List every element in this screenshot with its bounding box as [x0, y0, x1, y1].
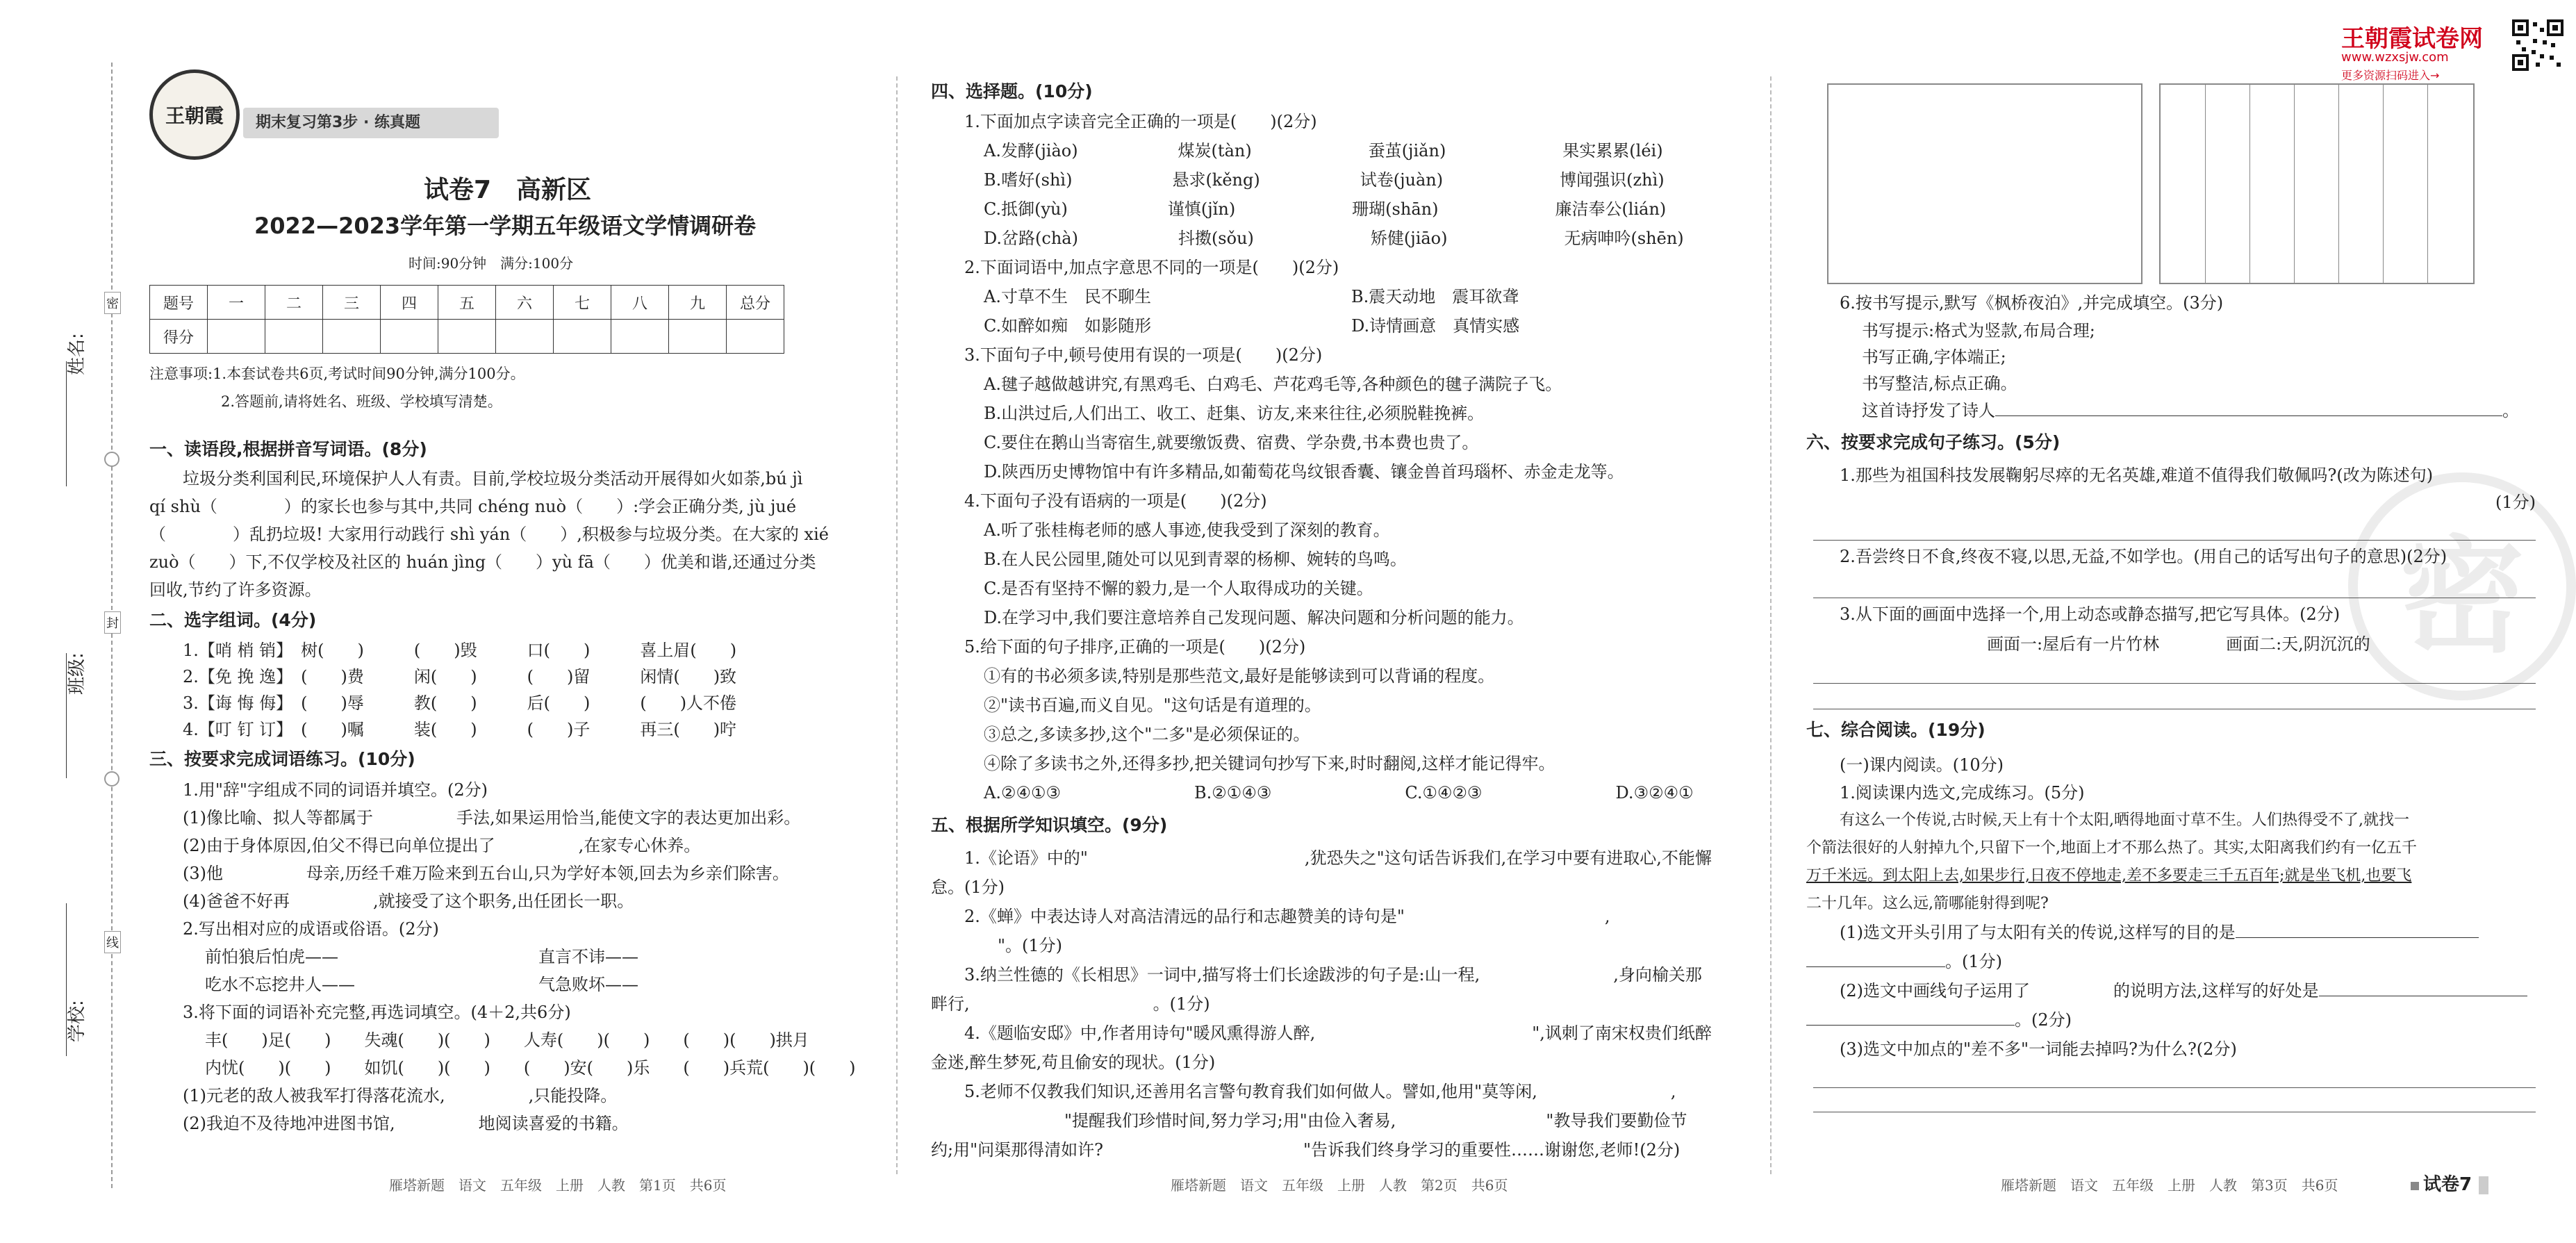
r1-b-score: 。(2分)	[2015, 1010, 2072, 1030]
p2-answer-line[interactable]	[1813, 573, 2536, 598]
q3-d[interactable]: D.陕西历史博物馆中有许多精品,如葡萄花鸟纹银香囊、镶金兽首玛瑙杯、赤金走龙等。	[984, 462, 1624, 481]
note-1: 注意事项:1.本套试卷共6页,考试时间90分钟,满分100分。	[149, 365, 525, 382]
score-cell[interactable]	[554, 320, 611, 354]
p1-score: (1分)	[2495, 493, 2536, 512]
s1-line-1: 垃圾分类利国利民,环境保护人人有责。目前,学校垃圾分类活动开展得如火如荼,bú jì	[183, 469, 803, 488]
r1-a-blank[interactable]	[2236, 919, 2479, 938]
page-divider-1	[896, 76, 898, 1174]
p3-answer-line-2[interactable]	[1813, 684, 2536, 709]
q6-answer-blank[interactable]	[1995, 397, 2502, 416]
p1-answer-line[interactable]	[1813, 515, 2536, 541]
school-label: 学校:	[67, 1000, 88, 1042]
score-h0: 题号	[150, 286, 208, 320]
grid-col-line	[2205, 85, 2206, 283]
p1-stem: 1.那些为祖国科技发展鞠躬尽瘁的无名英雄,难道不值得我们敬佩吗?(改为陈述句)	[1840, 466, 2434, 485]
q1-b[interactable]: B.嗜好(shì) 悬求(kěng) 试卷(juàn) 博闻强识(zhì)	[984, 170, 1665, 190]
q1-stem: 1.下面加点字读音完全正确的一项是( )(2分)	[964, 112, 1317, 131]
writing-box-grid[interactable]	[2159, 83, 2475, 284]
page-2-footer: 雁塔新题 语文 五年级 上册 人教 第2页 共6页	[1171, 1177, 1508, 1194]
r1-b-text: (2)选文中画线句子运用了 的说明方法,这样写的好处是	[1840, 981, 2319, 1001]
page-1-footer: 雁塔新题 语文 五年级 上册 人教 第1页 共6页	[389, 1177, 727, 1194]
q4-c[interactable]: C.是否有坚持不懈的毅力,是一个人取得成功的关键。	[984, 579, 1373, 598]
q4-stem: 4.下面句子没有语病的一项是( )(2分)	[964, 491, 1267, 511]
q6-fill	[1806, 397, 2536, 425]
q5-s1: ①有的书必须多读,特别是那些范文,最好是能够读到可以背诵的程度。	[984, 666, 1495, 686]
f2-a: 2.《蝉》中表达诗人对高洁清远的品行和志趣赞美的诗句是" ,	[964, 907, 1744, 926]
page-3-body	[1806, 288, 2536, 1112]
s3-q3b: 内忧( )( ) 如饥( )( ) ( )安( )乐 ( )兵荒( )( )	[205, 1058, 856, 1078]
section-2-heading: 二、选字组词。(4分)	[149, 610, 317, 630]
f4-a: 4.《题临安邸》中,作者用诗句"暖风熏得游人醉, ",讽刺了南宋权贵们纸醉	[964, 1023, 1712, 1043]
f3-a: 3.纳兰性德的《长相思》一词中,描写将士们长途跋涉的句子是:山一程, ,身向榆关那	[964, 965, 1702, 985]
seal-mi: 密	[104, 292, 121, 314]
p3-scenes: 画面一:屋后有一片竹林 画面二:天,阴沉沉的	[1987, 634, 2370, 654]
q1-d[interactable]: D.岔路(chà) 抖擞(sǒu) 矫健(jiāo) 无病呻吟(shēn)	[984, 229, 1684, 248]
paper-tag	[2411, 1170, 2488, 1196]
score-h3: 三	[323, 286, 381, 320]
q1-c[interactable]: C.抵御(yù) 谨慎(jǐn) 珊瑚(shān) 廉洁奉公(lián)	[984, 199, 1667, 219]
binding-margin	[0, 0, 125, 1243]
s1-line-5: 回收,节约了许多资源。	[149, 580, 322, 600]
r1-c-answer-line-2[interactable]	[1813, 1088, 2536, 1112]
logo	[149, 69, 240, 160]
score-cell[interactable]	[611, 320, 669, 354]
seal-xian: 线	[104, 931, 121, 953]
r1-b-blank-2[interactable]	[1806, 1007, 2015, 1026]
s2-row-1: 1.【哨 梢 销】 树( ) ( )毁 口( ) 喜上眉( )	[183, 641, 737, 660]
q2-cd[interactable]: C.如醉如痴 如影随形 D.诗情画意 真情实感	[984, 316, 1520, 336]
r1-c-answer-line-1[interactable]	[1813, 1064, 2536, 1088]
page-divider-2	[1770, 76, 1772, 1174]
score-cell[interactable]	[496, 320, 554, 354]
s3-q3d: (2)我迫不及待地冲进图书馆, 地阅读喜爱的书籍。	[183, 1114, 629, 1133]
f4-b: 金迷,醉生梦死,苟且偷安的现状。(1分)	[931, 1053, 1216, 1072]
score-cell[interactable]	[727, 320, 784, 354]
section-4-heading: 四、选择题。(10分)	[931, 81, 1093, 101]
q3-b[interactable]: B.山洪过后,人们出工、收工、赶集、访友,来来往往,必须脱鞋挽裤。	[984, 404, 1485, 423]
q1-a[interactable]: A.发酵(jiào) 煤炭(tàn) 蚕茧(jiǎn) 果实累累(léi)	[984, 141, 1663, 160]
score-h1: 一	[208, 286, 265, 320]
q5-s3: ③总之,多读多抄,这个"二多"是必须保证的。	[984, 725, 1310, 744]
passage-line-4: 二十几年。这么远,箭哪能射得到呢?	[1806, 895, 2049, 912]
p3-answer-line-1[interactable]	[1813, 658, 2536, 684]
s1-line-3: （ ）乱扔垃圾! 大家用行动践行 shì yán（ ）,积极参与垃圾分类。在大家的 xié	[149, 525, 829, 544]
name-blank[interactable]	[66, 361, 67, 486]
score-h9: 九	[669, 286, 727, 320]
q6-stem: 6.按书写提示,默写《枫桥夜泊》,并完成填空。(3分)	[1840, 293, 2224, 313]
passage-line-1: 有这么一个传说,古时候,天上有十个太阳,晒得地面寸草不生。人们热得受不了,就找一	[1840, 812, 2409, 829]
r1-a-score: 。(1分)	[1945, 952, 2002, 971]
f1-a: 1.《论语》中的" ,犹恐失之"这句话告诉我们,在学习中要有进取心,不能懈	[964, 848, 1712, 868]
score-cell[interactable]	[208, 320, 265, 354]
q6-fill-text: 这首诗抒发了诗人	[1862, 401, 1995, 420]
p3-stem: 3.从下面的画面中选择一个,用上动态或静态描写,把它写具体。(2分)	[1840, 604, 2340, 624]
s2-row-4: 4.【叮 钉 订】 ( )嘱 装( ) ( )子 再三( )咛	[183, 720, 737, 739]
section-7-heading: 七、综合阅读。(19分)	[1806, 720, 1985, 740]
f2-b: "。(1分)	[931, 936, 1063, 955]
passage-line-2: 个箭法很好的人射掉九个,只留下一个,地面上才不那么热了。其实,太阳离我们约有一亿五千	[1806, 839, 2417, 857]
score-cell[interactable]	[265, 320, 323, 354]
score-cell[interactable]	[438, 320, 496, 354]
paper-meta: 时间:90分钟 满分:100分	[408, 255, 574, 272]
paper-subtitle: 2022—2023学年第一学期五年级语文学情调研卷	[254, 213, 757, 239]
grid-col-line	[2249, 85, 2250, 283]
q2-ab[interactable]: A.寸草不生 民不聊生 B.震天动地 震耳欲聋	[984, 287, 1519, 306]
score-table	[149, 285, 784, 354]
logo-text: 王朝霞	[165, 104, 224, 127]
r1-b-cont	[1806, 1005, 2536, 1035]
q3-a[interactable]: A.毽子越做越讲究,有黑鸡毛、白鸡毛、芦花鸡毛等,各种颜色的毽子满院子飞。	[984, 374, 1562, 394]
step-banner-text: 期末复习第3步 · 练真题	[256, 114, 420, 131]
s3-q3: 3.将下面的词语补充完整,再选词填空。(4＋2,共6分)	[183, 1003, 571, 1022]
q2-stem: 2.下面词语中,加点字意思不同的一项是( )(2分)	[964, 258, 1339, 277]
s3-q1c: (3)他 母亲,历经千难万险来到五台山,只为学好本领,回去为乡亲们除害。	[183, 864, 789, 883]
s3-q3a: 丰( )足( ) 失魂( )( ) 人寿( )( ) ( )( )拱月	[205, 1030, 809, 1050]
brand-bar	[2341, 19, 2563, 83]
reading-1-heading: (一)课内阅读。(10分)	[1840, 755, 2004, 775]
score-cell[interactable]	[323, 320, 381, 354]
class-label: 班级:	[67, 652, 88, 695]
r1-b-blank[interactable]	[2319, 978, 2527, 996]
r1-a-blank-2[interactable]	[1806, 948, 1945, 967]
section-6-heading: 六、按要求完成句子练习。(5分)	[1806, 432, 2061, 452]
r1-a-cont	[1806, 947, 2536, 976]
s2-row-2: 2.【免 挽 逸】 ( )费 闲( ) ( )留 闲情( )致	[183, 667, 737, 686]
paper-title: 试卷7 高新区	[424, 176, 592, 204]
binding-hole-2	[104, 771, 119, 787]
q4-d[interactable]: D.在学习中,我们要注意培养自己发现问题、解决问题和分析问题的能力。	[984, 608, 1524, 627]
q6-hint-1: 书写提示:格式为竖款,布局合理;	[1862, 321, 2095, 340]
page-1-body	[149, 434, 865, 1137]
q6-hint-2: 书写正确,字体端正;	[1862, 347, 2006, 367]
grid-col-line	[2383, 85, 2384, 283]
score-h4: 四	[381, 286, 438, 320]
note-2: 2.答题前,请将姓名、班级、学校填写清楚。	[221, 393, 502, 410]
s3-q2a: 前怕狼后怕虎—— 直言不讳——	[205, 947, 638, 966]
school-blank[interactable]	[66, 903, 67, 1056]
s3-q1a: (1)像比喻、拟人等都属于 手法,如果运用恰当,能使文字的表达更加出彩。	[183, 808, 801, 828]
q4-a[interactable]: A.听了张桂梅老师的感人事迹,使我受到了深刻的教育。	[984, 520, 1390, 540]
q3-stem: 3.下面句子中,顿号使用有误的一项是( )(2分)	[964, 345, 1323, 365]
s3-q1d: (4)爸爸不好再 ,就接受了这个职务,出任团长一职。	[183, 891, 634, 911]
f5-c: 约;用"问渠那得清如许? "告诉我们终身学习的重要性……谢谢您,老师!(2分)	[931, 1140, 1681, 1160]
section-1-heading: 一、读语段,根据拼音写词语。(8分)	[149, 439, 427, 459]
grid-col-line	[2427, 85, 2428, 283]
f5-b: "提醒我们珍惜时间,努力学习;用"由俭入奢易, "教导我们要勤俭节	[931, 1111, 1687, 1130]
seal-feng: 封	[104, 611, 121, 634]
binding-hole-1	[104, 452, 119, 467]
score-h6: 六	[496, 286, 554, 320]
tag-end-icon	[2479, 1176, 2488, 1194]
score-header-row	[150, 286, 784, 320]
class-blank[interactable]	[66, 653, 67, 778]
score-h10: 总分	[727, 286, 784, 320]
s1-line-4: zuò（ ）下,不仅学校及社区的 huán jìng（ ）yù fā（ ）优美和谐,还通过分类	[149, 552, 816, 572]
reading-1-q: 1.阅读课内选文,完成练习。(5分)	[1840, 783, 2085, 802]
s3-q3c: (1)元老的敌人被我军打得落花流水, ,只能投降。	[183, 1086, 618, 1105]
brand-url: www.wzxsjw.com	[2341, 50, 2449, 65]
score-h8: 八	[611, 286, 669, 320]
grid-col-line	[2294, 85, 2295, 283]
page-2-body	[931, 76, 1744, 1164]
s2-row-3: 3.【诲 悔 侮】 ( )辱 教( ) 后( ) ( )人不倦	[183, 693, 737, 713]
score-cell[interactable]	[381, 320, 438, 354]
tag-marker-icon	[2411, 1182, 2419, 1190]
score-row-label: 得分	[150, 320, 208, 354]
f5-a: 5.老师不仅教我们知识,还善用名言警句教育我们如何做人。譬如,他用"莫等闲, ,	[964, 1082, 1676, 1101]
q5-options[interactable]: A.②④①③ B.②①④③ C.①④②③ D.③②④①	[984, 783, 1694, 802]
watermark-char: 密	[2399, 525, 2525, 670]
brand-slogan: 更多资源扫码进入→	[2341, 69, 2440, 82]
passage-line-3: 万千米远。到太阳上去,如果步行,日夜不停地走,差不多要走三千五百年;就是坐飞机,也要飞	[1806, 867, 2412, 884]
q5-s2: ②"读书百遍,而义自见。"这句话是有道理的。	[984, 695, 1321, 715]
q4-b[interactable]: B.在人民公园里,随处可以见到青翠的杨柳、婉转的鸟鸣。	[984, 550, 1407, 569]
score-cell[interactable]	[669, 320, 727, 354]
section-3-heading: 三、按要求完成词语练习。(10分)	[149, 749, 415, 769]
paper-tag-text: 试卷7	[2423, 1174, 2472, 1195]
q6-hint-3: 书写整洁,标点正确。	[1862, 374, 2017, 393]
r1-c: (3)选文中加点的"差不多"一词能去掉吗?为什么?(2分)	[1840, 1039, 2237, 1059]
r1-a-text: (1)选文开头引用了与太阳有关的传说,这样写的目的是	[1840, 923, 2236, 942]
brand-name: 王朝霞试卷网	[2341, 25, 2483, 53]
q5-stem: 5.给下面的句子排序,正确的一项是( )(2分)	[964, 637, 1306, 657]
grid-col-line	[2338, 85, 2339, 283]
s3-q2: 2.写出相对应的成语或俗语。(2分)	[183, 919, 439, 939]
writing-box-blank[interactable]	[1827, 83, 2142, 284]
q3-c[interactable]: C.要住在鹅山当寄宿生,就要缴饭费、宿费、学杂费,书本费也贵了。	[984, 433, 1479, 452]
p2-stem: 2.吾尝终日不食,终夜不寝,以思,无益,不如学也。(用自己的话写出句子的意思)(2分)	[1840, 547, 2447, 566]
r1-a	[1806, 918, 2536, 947]
page-3-footer: 雁塔新题 语文 五年级 上册 人教 第3页 共6页	[2001, 1177, 2338, 1194]
section-5-heading: 五、根据所学知识填空。(9分)	[931, 815, 1168, 835]
score-h2: 二	[265, 286, 323, 320]
f1-b: 怠。(1分)	[931, 878, 1005, 897]
step-banner	[243, 108, 499, 138]
score-h5: 五	[438, 286, 496, 320]
s3-q1: 1.用"辞"字组成不同的词语并填空。(2分)	[183, 780, 488, 800]
r1-b	[1806, 976, 2536, 1005]
score-h7: 七	[554, 286, 611, 320]
f3-b: 畔行, 。(1分)	[931, 994, 1210, 1014]
qr-code-icon[interactable]	[2512, 19, 2563, 71]
period-mark: 。	[2502, 401, 2519, 420]
q5-s4: ④除了多读书之外,还得多抄,把关键词句抄写下来,时时翻阅,这样才能记得牢。	[984, 754, 1555, 773]
s3-q1b: (2)由于身体原因,伯父不得已向单位提出了 ,在家专心休养。	[183, 836, 701, 855]
s3-q2b: 吃水不忘挖井人—— 气急败坏——	[205, 975, 638, 994]
s1-line-2: qí shù（ ）的家长也参与其中,共同 chéng nuò（ ）:学会正确分类, jù jué	[149, 497, 797, 516]
name-label: 姓名:	[67, 333, 88, 375]
score-value-row	[150, 320, 784, 354]
